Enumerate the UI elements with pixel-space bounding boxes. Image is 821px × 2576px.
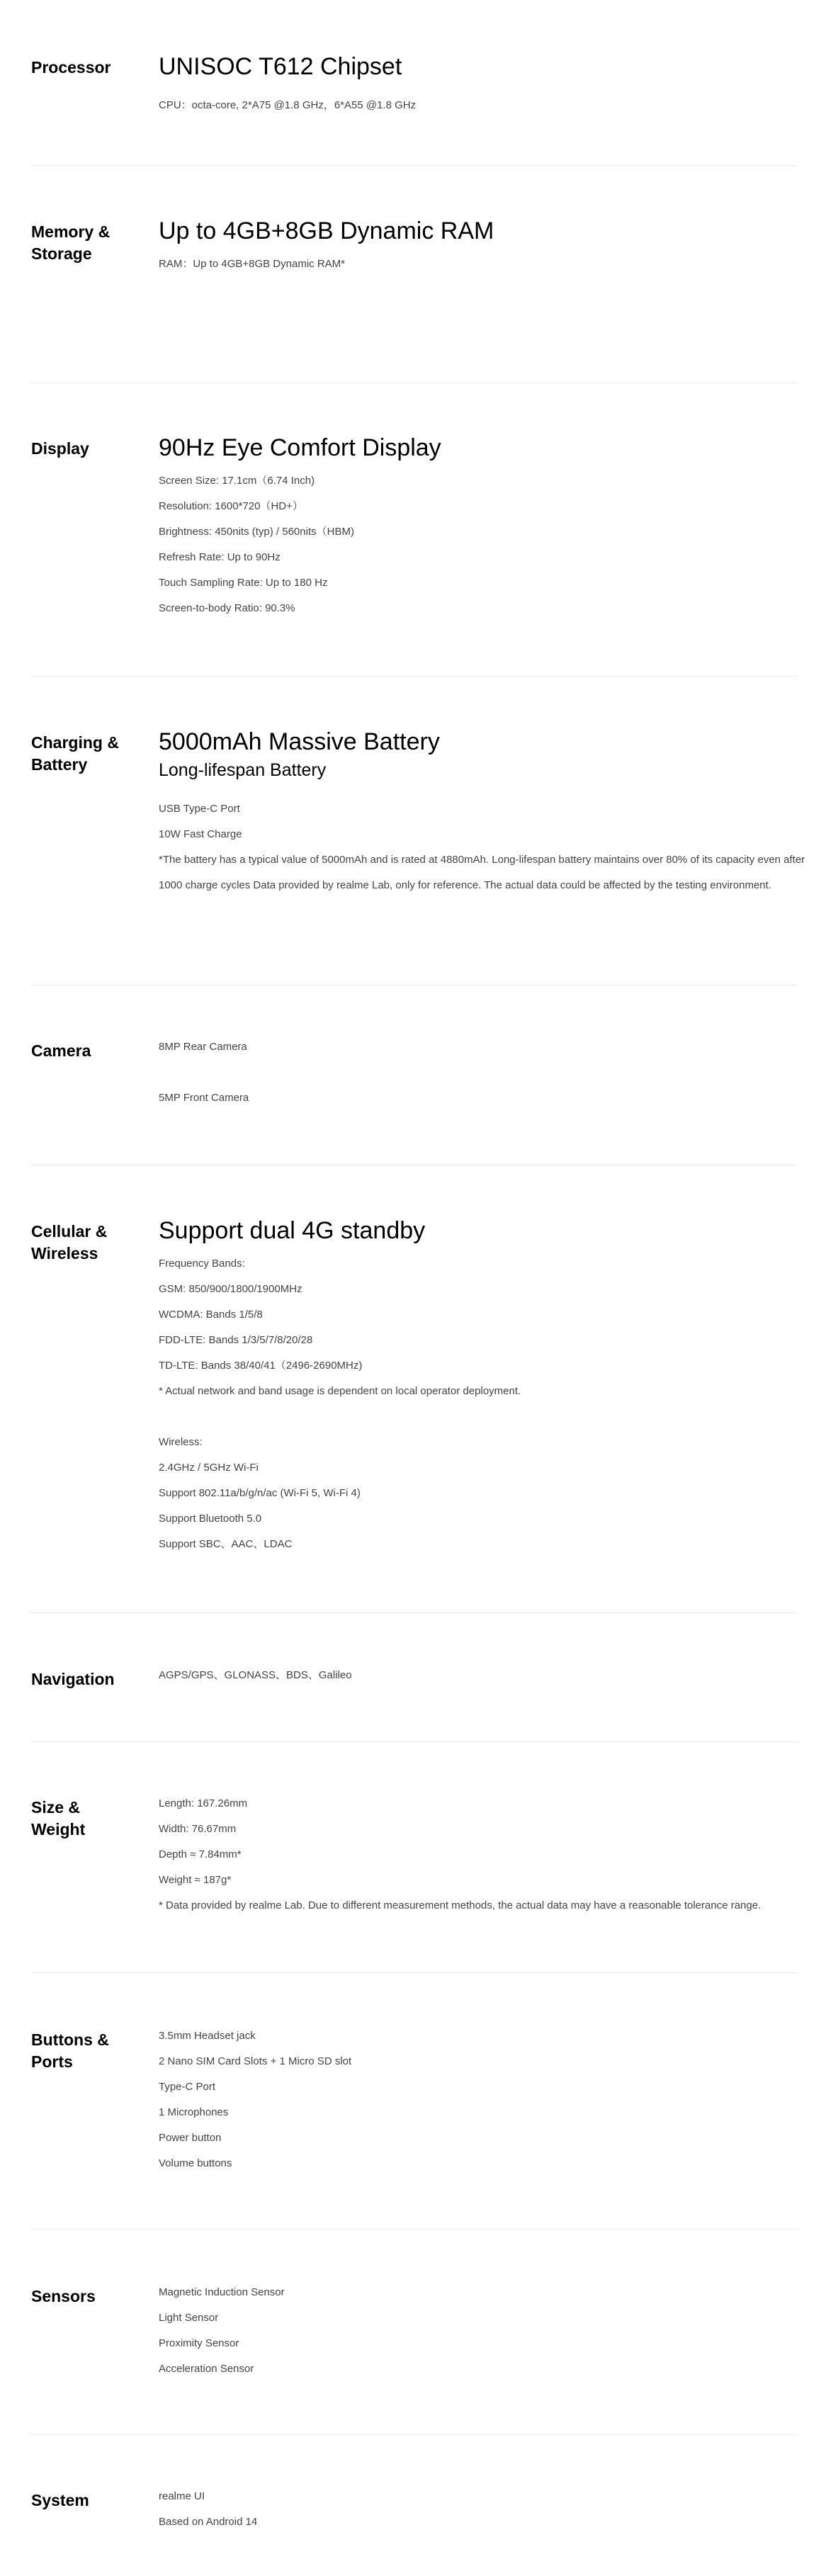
spec-list [159,2484,810,2535]
spec-line: TD-LTE: Bands 38/40/41（2496-2690MHz) [159,1360,363,1372]
spec-list [159,252,810,277]
spec-list [159,796,810,898]
section-body [159,2023,810,2176]
spec-line: Magnetic Induction Sensor [159,2286,285,2298]
section-label: Navigation [31,1670,115,1688]
spec-line: Light Sensor [159,2312,219,2324]
spec-line: Screen-to-body Ratio: 90.3% [159,602,295,614]
spec-line: Brightness: 450nits (typ) / 560nits（HBM) [159,526,354,538]
section-title: 90Hz Eye Comfort Display [159,434,441,461]
section-subtitle: Long-lifespan Battery [159,760,327,780]
spec-line: 2.4GHz / 5GHz Wi-Fi [159,1462,259,1474]
section-title: 5000mAh Massive Battery [159,728,440,755]
spec-line: 1 Microphones [159,2106,229,2118]
section-label: Memory & Storage [31,222,111,263]
spec-line: Proximity Sensor [159,2337,239,2349]
section-divider [31,676,797,677]
section-body [159,1217,810,1557]
section-title: Support dual 4G standby [159,1217,426,1244]
section-label: Processor [31,58,111,77]
section-divider [31,2434,797,2435]
spec-line: Volume buttons [159,2157,232,2169]
spec-line: 8MP Rear Camera [159,1041,247,1053]
section-body [159,1791,810,1919]
section-body [159,728,810,898]
section-body [159,53,810,118]
spec-line: Support Bluetooth 5.0 [159,1513,262,1525]
spec-list [159,2023,810,2176]
section-body [159,1034,810,1111]
spec-line: Refresh Rate: Up to 90Hz [159,551,281,563]
spec-line: Support 802.11a/b/g/n/ac (Wi-Fi 5, Wi-Fi 4) [159,1487,361,1499]
section-label: Buttons & Ports [31,2030,109,2071]
section-body [159,2280,810,2382]
spec-line: 2 Nano SIM Card Slots + 1 Micro SD slot [159,2055,352,2067]
spec-line: Length: 167.26mm [159,1797,248,1809]
section-divider [31,1612,797,1613]
section-body [159,1663,810,1688]
section-label: Size & Weight [31,1798,86,1838]
spec-list [159,93,810,118]
section-title: Up to 4GB+8GB Dynamic RAM [159,218,494,244]
spec-line: 10W Fast Charge [159,828,242,840]
spec-list [159,1251,810,1557]
spec-line: Type-C Port [159,2081,216,2093]
section-title: UNISOC T612 Chipset [159,53,402,80]
spec-line: Acceleration Sensor [159,2363,254,2375]
spec-list [159,1034,810,1111]
spec-line: Power button [159,2132,222,2144]
spec-line: Wireless: [159,1436,203,1448]
spec-list [159,1791,810,1919]
spec-line: Depth ≈ 7.84mm* [159,1848,242,1860]
spec-line-spacer [159,1060,810,1085]
spec-line: WCDMA: Bands 1/5/8 [159,1309,263,1321]
section-divider [31,165,797,166]
spec-line: Screen Size: 17.1cm（6.74 Inch) [159,475,315,487]
section-label: Sensors [31,2287,96,2305]
section-label: System [31,2491,89,2509]
section-body [159,2484,810,2535]
spec-line: realme UI [159,2490,205,2502]
section-divider [31,2229,797,2230]
spec-line: FDD-LTE: Bands 1/3/5/7/8/20/28 [159,1334,313,1346]
spec-line: 5MP Front Camera [159,1092,249,1104]
spec-line: USB Type-C Port [159,803,240,815]
spec-list [159,2280,810,2382]
spec-line: GSM: 850/900/1800/1900MHz [159,1283,302,1295]
spec-list [159,468,810,621]
spec-line: Frequency Bands: [159,1258,245,1270]
spec-line: CPU：octa-core, 2*A75 @1.8 GHz，6*A55 @1.8 GHz [159,99,417,111]
spec-line: * Data provided by realme Lab. Due to different measurement methods, the actual data may have a reasonable tolerance range. [159,1899,761,1911]
spec-line: Width: 76.67mm [159,1823,237,1835]
section-body [159,434,810,621]
spec-line: Resolution: 1600*720（HD+） [159,500,303,512]
spec-line: RAM：Up to 4GB+8GB Dynamic RAM* [159,258,345,270]
spec-line: AGPS/GPS、GLONASS、BDS、Galileo [159,1669,352,1681]
spec-line: * Actual network and band usage is dependent on local operator deployment. [159,1385,521,1397]
spec-line: Touch Sampling Rate: Up to 180 Hz [159,577,328,589]
section-label: Display [31,439,89,458]
section-divider [31,1741,797,1742]
spec-line: 3.5mm Headset jack [159,2030,256,2042]
section-label: Charging & Battery [31,733,119,774]
section-body [159,218,810,277]
spec-line-spacer [159,1404,810,1430]
section-label: Camera [31,1041,91,1060]
spec-list [159,1663,810,1688]
spec-line: Support SBC、AAC、LDAC [159,1538,293,1550]
section-label: Cellular & Wireless [31,1222,108,1262]
spec-line: Based on Android 14 [159,2516,258,2528]
section-divider [31,1972,797,1973]
spec-line: Weight ≈ 187g* [159,1874,232,1886]
spec-note: *The battery has a typical value of 5000mAh and is rated at 4880mAh. Long-lifespan battery maintains over 80% of its capacity even after 1000 charge cycles Data provided by realme Lab, only for reference. The actual data could be affected by the testing environment. [159,854,805,891]
